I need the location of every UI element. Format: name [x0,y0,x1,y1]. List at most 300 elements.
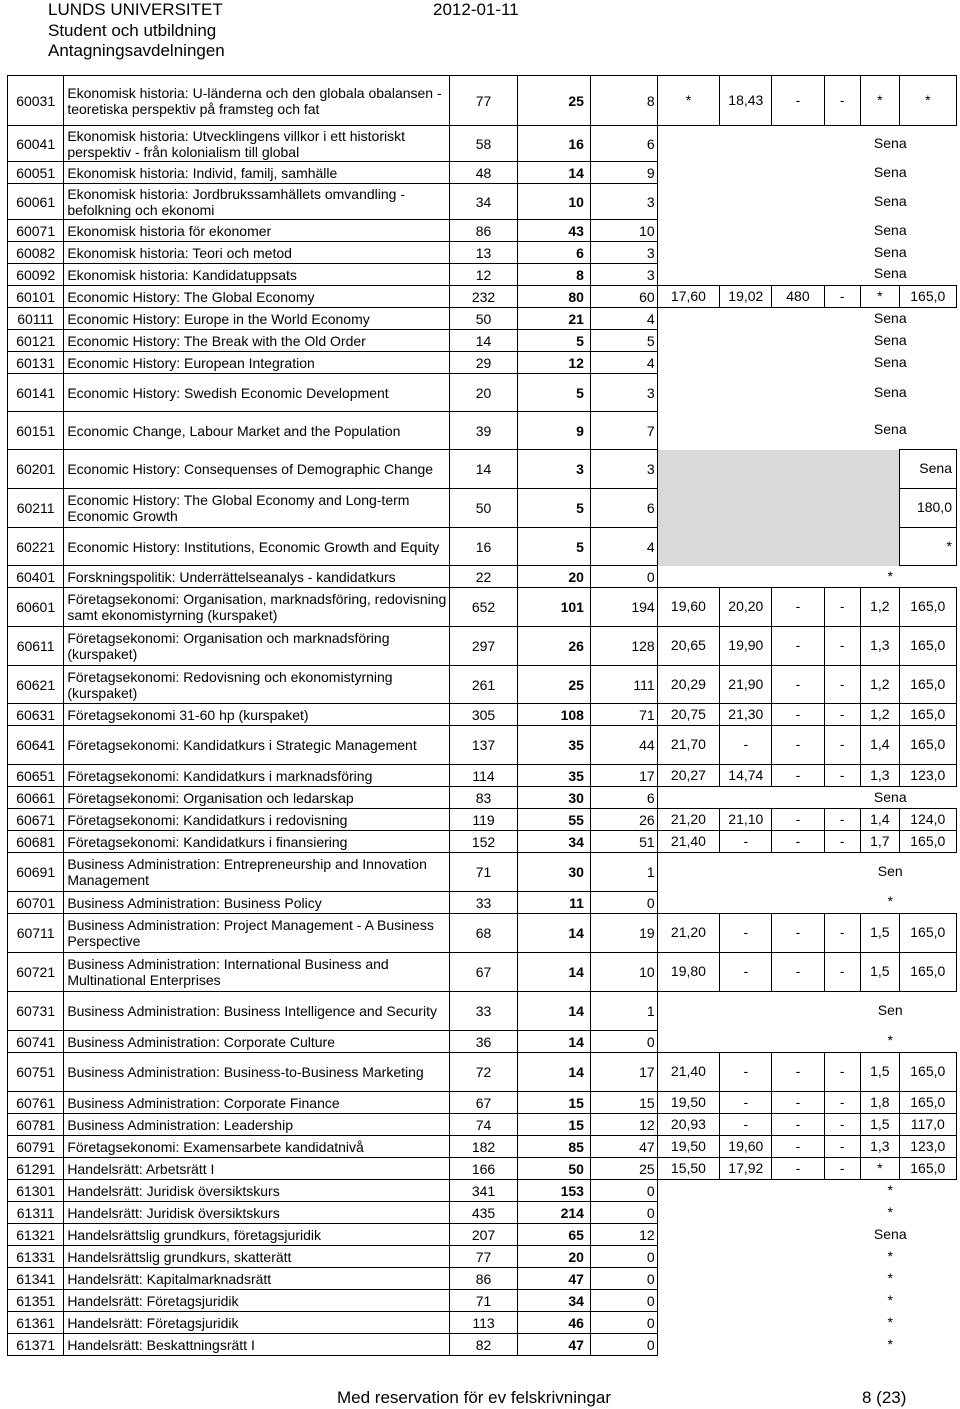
first-choice-count: 55 [517,809,590,831]
empty-cell [824,489,861,528]
table-row [8,1246,957,1268]
empty-cell [772,853,824,892]
course-code: 60401 [8,566,64,588]
applicants-count: 13 [450,242,518,264]
empty-cell [657,184,720,220]
score-cell: 123,0 [899,1136,956,1158]
empty-cell [861,450,900,489]
first-choice-count: 35 [517,765,590,787]
course-code: 60082 [8,242,64,264]
empty-cell [720,787,772,809]
score-cell: - [772,666,824,704]
course-name: Handelsrättslig grundkurs, företagsjuridik [64,1224,450,1246]
admitted-count: 44 [590,726,657,765]
applicants-count: 137 [450,726,518,765]
score-cell: 21,10 [720,809,772,831]
empty-cell [720,220,772,242]
score-cell: - [772,76,824,126]
score-cell: 165,0 [899,1053,956,1092]
admitted-count: 47 [590,1136,657,1158]
course-code: 60201 [8,450,64,489]
first-choice-count: 10 [517,184,590,220]
first-choice-count: 47 [517,1268,590,1290]
first-choice-count: 20 [517,1246,590,1268]
admitted-count: 0 [590,1290,657,1312]
course-code: 60791 [8,1136,64,1158]
table-row [8,450,957,489]
score-cell: 165,0 [899,704,956,726]
score-cell: - [824,286,861,308]
applicants-count: 14 [450,330,518,352]
course-name: Business Administration: Business Intelligence and Security [64,992,450,1031]
score-cell: 1,8 [861,1092,900,1114]
course-name: Handelsrätt: Arbetsrätt I [64,1158,450,1180]
score-cell: - [824,914,861,953]
course-name: Forskningspolitik: Underrättelseanalys - kandidatkurs [64,566,450,588]
score-cell: 165,0 [899,1158,956,1180]
course-name: Handelsrätt: Juridisk översiktskurs [64,1180,450,1202]
admitted-count: 10 [590,953,657,992]
first-choice-count: 9 [517,412,590,450]
empty-cell [657,1180,720,1202]
admitted-count: 19 [590,914,657,953]
admitted-count: 0 [590,1202,657,1224]
empty-cell [657,1202,720,1224]
course-code: 60141 [8,374,64,412]
course-name: Economic History: Europe in the World Economy [64,308,450,330]
empty-cell [772,1202,824,1224]
first-choice-count: 26 [517,627,590,666]
status-cell: Sena [873,788,907,805]
score-cell: 21,40 [657,831,720,853]
first-choice-count: 108 [517,704,590,726]
table-row [8,787,957,809]
empty-cell [720,1268,772,1290]
table-row [8,1334,957,1356]
score-cell: - [772,765,824,787]
empty-cell [657,126,720,162]
status-cell: Sen [877,1002,903,1019]
empty-cell [861,489,900,528]
status-cell: * [887,1032,893,1049]
admitted-count: 3 [590,450,657,489]
applicants-count: 71 [450,853,518,892]
course-code: 61361 [8,1312,64,1334]
first-choice-count: 16 [517,126,590,162]
table-row [8,1158,957,1180]
empty-cell [772,1246,824,1268]
table-row [8,1268,957,1290]
applicants-count: 166 [450,1158,518,1180]
admitted-count: 17 [590,765,657,787]
score-cell: - [772,588,824,627]
score-cell: * [861,286,900,308]
score-cell: 19,02 [720,286,772,308]
table-row [8,666,957,704]
course-code: 61331 [8,1246,64,1268]
first-choice-count: 30 [517,787,590,809]
table-row [8,528,957,566]
status-cell: * [887,1335,893,1352]
admitted-count: 25 [590,1158,657,1180]
course-code: 61341 [8,1268,64,1290]
empty-cell [657,308,720,330]
course-name: Handelsrätt: Juridisk översiktskurs [64,1202,450,1224]
empty-cell [772,450,824,489]
table-row [8,627,957,666]
score-cell: - [824,765,861,787]
applicants-count: 67 [450,953,518,992]
first-choice-count: 14 [517,162,590,184]
score-cell: 480 [772,286,824,308]
score-cell: - [824,627,861,666]
first-choice-count: 153 [517,1180,590,1202]
empty-cell [772,566,824,588]
course-code: 60631 [8,704,64,726]
course-name: Företagsekonomi: Organisation och ledarskap [64,787,450,809]
course-name: Economic History: Consequenses of Demographic Change [64,450,450,489]
empty-cell [772,489,824,528]
course-code: 60731 [8,992,64,1031]
first-choice-count: 35 [517,726,590,765]
empty-cell [657,787,720,809]
score-cell: - [772,726,824,765]
score-cell: - [824,76,861,126]
course-code: 61371 [8,1334,64,1356]
admitted-count: 3 [590,184,657,220]
score-cell: - [824,953,861,992]
table-row [8,892,957,914]
course-name: Handelsrätt: Kapitalmarknadsrätt [64,1268,450,1290]
score-cell: 17,60 [657,286,720,308]
admitted-count: 6 [590,489,657,528]
admitted-count: 17 [590,1053,657,1092]
admitted-count: 6 [590,126,657,162]
admitted-count: 0 [590,1180,657,1202]
course-name: Företagsekonomi: Kandidatkurs i Strategic Management [64,726,450,765]
first-choice-count: 3 [517,450,590,489]
course-code: 60101 [8,286,64,308]
empty-cell [720,1334,772,1356]
score-cell: 1,4 [861,809,900,831]
empty-cell [720,528,772,566]
table-row [8,1092,957,1114]
status-cell: Sena [873,134,907,151]
course-name: Business Administration: Corporate Finance [64,1092,450,1114]
course-name: Företagsekonomi: Kandidatkurs i marknadsföring [64,765,450,787]
table-row [8,242,957,264]
status-cell: Sena [873,331,907,348]
score-cell: 165,0 [899,627,956,666]
empty-cell [657,853,720,892]
empty-cell [657,566,720,588]
status-cell: * [887,1269,893,1286]
empty-cell [657,450,720,489]
score-cell: * [861,76,900,126]
empty-cell [720,162,772,184]
empty-cell [657,528,720,566]
status-cell: Sena [873,265,907,282]
admitted-count: 4 [590,308,657,330]
university-name: LUNDS UNIVERSITET [48,0,223,19]
status-cell: * [887,1291,893,1308]
applicants-count: 305 [450,704,518,726]
table-body [8,76,957,1356]
admitted-count: 1 [590,853,657,892]
empty-cell [720,412,772,450]
first-choice-count: 5 [517,374,590,412]
first-choice-count: 15 [517,1114,590,1136]
empty-cell [772,330,824,352]
score-cell: 20,93 [657,1114,720,1136]
empty-cell [720,489,772,528]
score-cell: 165,0 [899,666,956,704]
first-choice-count: 25 [517,666,590,704]
applicants-count: 652 [450,588,518,627]
empty-cell [772,1268,824,1290]
page-number: 8 (23) [862,1388,907,1407]
course-code: 60671 [8,809,64,831]
empty-cell [720,374,772,412]
course-name: Företagsekonomi: Organisation, marknadsföring, redovisning samt ekonomistyrning (kurspaket) [64,588,450,627]
applicants-count: 72 [450,1053,518,1092]
applicants-count: 39 [450,412,518,450]
course-code: 60061 [8,184,64,220]
course-name: Business Administration: Project Management - A Business Perspective [64,914,450,953]
empty-cell [772,1224,824,1246]
course-name: Business Administration: Business-to-Business Marketing [64,1053,450,1092]
applicants-count: 232 [450,286,518,308]
empty-cell [657,1031,720,1053]
course-name: Economic History: European Integration [64,352,450,374]
first-choice-count: 14 [517,914,590,953]
empty-cell [657,242,720,264]
course-name: Economic History: The Global Economy and Long-term Economic Growth [64,489,450,528]
score-cell: 165,0 [899,914,956,953]
admitted-count: 0 [590,1246,657,1268]
score-cell: - [824,666,861,704]
first-choice-count: 8 [517,264,590,286]
score-cell: 1,4 [861,726,900,765]
score-cell: 21,20 [657,809,720,831]
first-choice-count: 14 [517,1053,590,1092]
empty-cell [772,126,824,162]
empty-cell [657,489,720,528]
empty-cell [657,352,720,374]
course-name: Economic History: The Global Economy [64,286,450,308]
first-choice-count: 25 [517,76,590,126]
empty-cell [772,1180,824,1202]
course-name: Economic History: The Break with the Old Order [64,330,450,352]
course-code: 60611 [8,627,64,666]
admitted-count: 8 [590,76,657,126]
empty-cell [657,892,720,914]
course-code: 60711 [8,914,64,953]
applicants-count: 182 [450,1136,518,1158]
empty-cell [657,992,720,1031]
empty-cell [720,1180,772,1202]
score-cell: 19,60 [657,588,720,627]
table-row [8,809,957,831]
table-row [8,352,957,374]
course-name: Economic History: Institutions, Economic Growth and Equity [64,528,450,566]
applicants-count: 71 [450,1290,518,1312]
course-code: 61291 [8,1158,64,1180]
table-row [8,831,957,853]
empty-cell [657,264,720,286]
empty-cell [720,1202,772,1224]
course-code: 61301 [8,1180,64,1202]
score-cell: 19,60 [720,1136,772,1158]
score-cell: - [824,1158,861,1180]
course-code: 60221 [8,528,64,566]
course-name: Business Administration: Business Policy [64,892,450,914]
status-cell: Sena [873,421,907,438]
empty-cell [720,992,772,1031]
applicants-count: 20 [450,374,518,412]
status-cell: Sen [877,863,903,880]
empty-cell [772,184,824,220]
first-choice-count: 14 [517,953,590,992]
empty-cell [772,412,824,450]
first-choice-count: 21 [517,308,590,330]
score-cell: * [861,1158,900,1180]
empty-cell [657,374,720,412]
table-row [8,1136,957,1158]
table-row [8,1202,957,1224]
table-row [8,126,957,162]
empty-cell [657,1290,720,1312]
table-row [8,1224,957,1246]
score-cell: - [720,1092,772,1114]
score-cell: 1,5 [861,953,900,992]
admitted-count: 194 [590,588,657,627]
applicants-count: 77 [450,76,518,126]
course-code: 60071 [8,220,64,242]
applicants-count: 16 [450,528,518,566]
score-cell: - [772,1158,824,1180]
score-cell: 1,5 [861,1114,900,1136]
course-name: Ekonomisk historia: Individ, familj, samhälle [64,162,450,184]
score-cell: 20,27 [657,765,720,787]
score-cell: 165,0 [899,953,956,992]
admitted-count: 0 [590,892,657,914]
table-row [8,1290,957,1312]
admitted-count: 128 [590,627,657,666]
disclaimer: Med reservation för ev felskrivningar [337,1388,612,1407]
status-cell: Sena [873,243,907,260]
empty-cell [772,162,824,184]
first-choice-count: 20 [517,566,590,588]
table-row [8,286,957,308]
admitted-count: 5 [590,330,657,352]
score-cell: 21,30 [720,704,772,726]
empty-cell [720,308,772,330]
applicants-count: 12 [450,264,518,286]
admitted-count: 0 [590,566,657,588]
empty-cell [720,1031,772,1053]
applicants-count: 74 [450,1114,518,1136]
course-name: Företagsekonomi: Kandidatkurs i redovisning [64,809,450,831]
table-row [8,374,957,412]
course-name: Business Administration: Corporate Culture [64,1031,450,1053]
first-choice-count: 5 [517,489,590,528]
first-choice-count: 30 [517,853,590,892]
empty-cell [772,992,824,1031]
applicants-count: 68 [450,914,518,953]
empty-cell [657,1312,720,1334]
admitted-count: 0 [590,1312,657,1334]
admitted-count: 60 [590,286,657,308]
empty-cell [720,264,772,286]
status-cell: * [887,1247,893,1264]
empty-cell [657,330,720,352]
status-cell: Sena [873,309,907,326]
first-choice-count: 43 [517,220,590,242]
table-row [8,162,957,184]
applicants-count: 22 [450,566,518,588]
first-choice-count: 5 [517,330,590,352]
score-cell: 15,50 [657,1158,720,1180]
table-row [8,992,957,1031]
first-choice-count: 80 [517,286,590,308]
score-cell: 1,7 [861,831,900,853]
course-name: Handelsrätt: Beskattningsrätt I [64,1334,450,1356]
applicants-count: 86 [450,1268,518,1290]
course-name: Handelsrätt: Företagsjuridik [64,1312,450,1334]
empty-cell [772,1031,824,1053]
score-cell: - [824,1053,861,1092]
table-row [8,726,957,765]
score-cell: 123,0 [899,765,956,787]
empty-cell [657,1246,720,1268]
score-cell: - [772,627,824,666]
score-cell: 17,92 [720,1158,772,1180]
applicants-count: 82 [450,1334,518,1356]
course-name: Business Administration: Entrepreneurship and Innovation Management [64,853,450,892]
empty-cell [720,184,772,220]
status-cell: Sena [873,163,907,180]
empty-cell [772,352,824,374]
applicants-count: 50 [450,308,518,330]
table-row [8,412,957,450]
score-cell: 1,3 [861,1136,900,1158]
score-cell: 20,75 [657,704,720,726]
applicants-count: 114 [450,765,518,787]
score-cell: * [899,76,956,126]
course-name: Ekonomisk historia: U-länderna och den globala obalansen - teoretiska perspektiv på framsteg och fat [64,76,450,126]
course-name: Ekonomisk historia: Teori och metod [64,242,450,264]
empty-cell [772,308,824,330]
score-cell: - [772,1136,824,1158]
table-row [8,308,957,330]
applicants-count: 113 [450,1312,518,1334]
applicants-count: 207 [450,1224,518,1246]
empty-cell [772,1290,824,1312]
first-choice-count: 65 [517,1224,590,1246]
admitted-count: 4 [590,352,657,374]
score-cell: - [720,726,772,765]
empty-cell [772,892,824,914]
applicants-count: 67 [450,1092,518,1114]
empty-cell [772,264,824,286]
course-code: 60741 [8,1031,64,1053]
first-choice-count: 50 [517,1158,590,1180]
empty-cell [657,1334,720,1356]
applicants-count: 152 [450,831,518,853]
score-cell: 19,50 [657,1136,720,1158]
empty-cell [657,220,720,242]
